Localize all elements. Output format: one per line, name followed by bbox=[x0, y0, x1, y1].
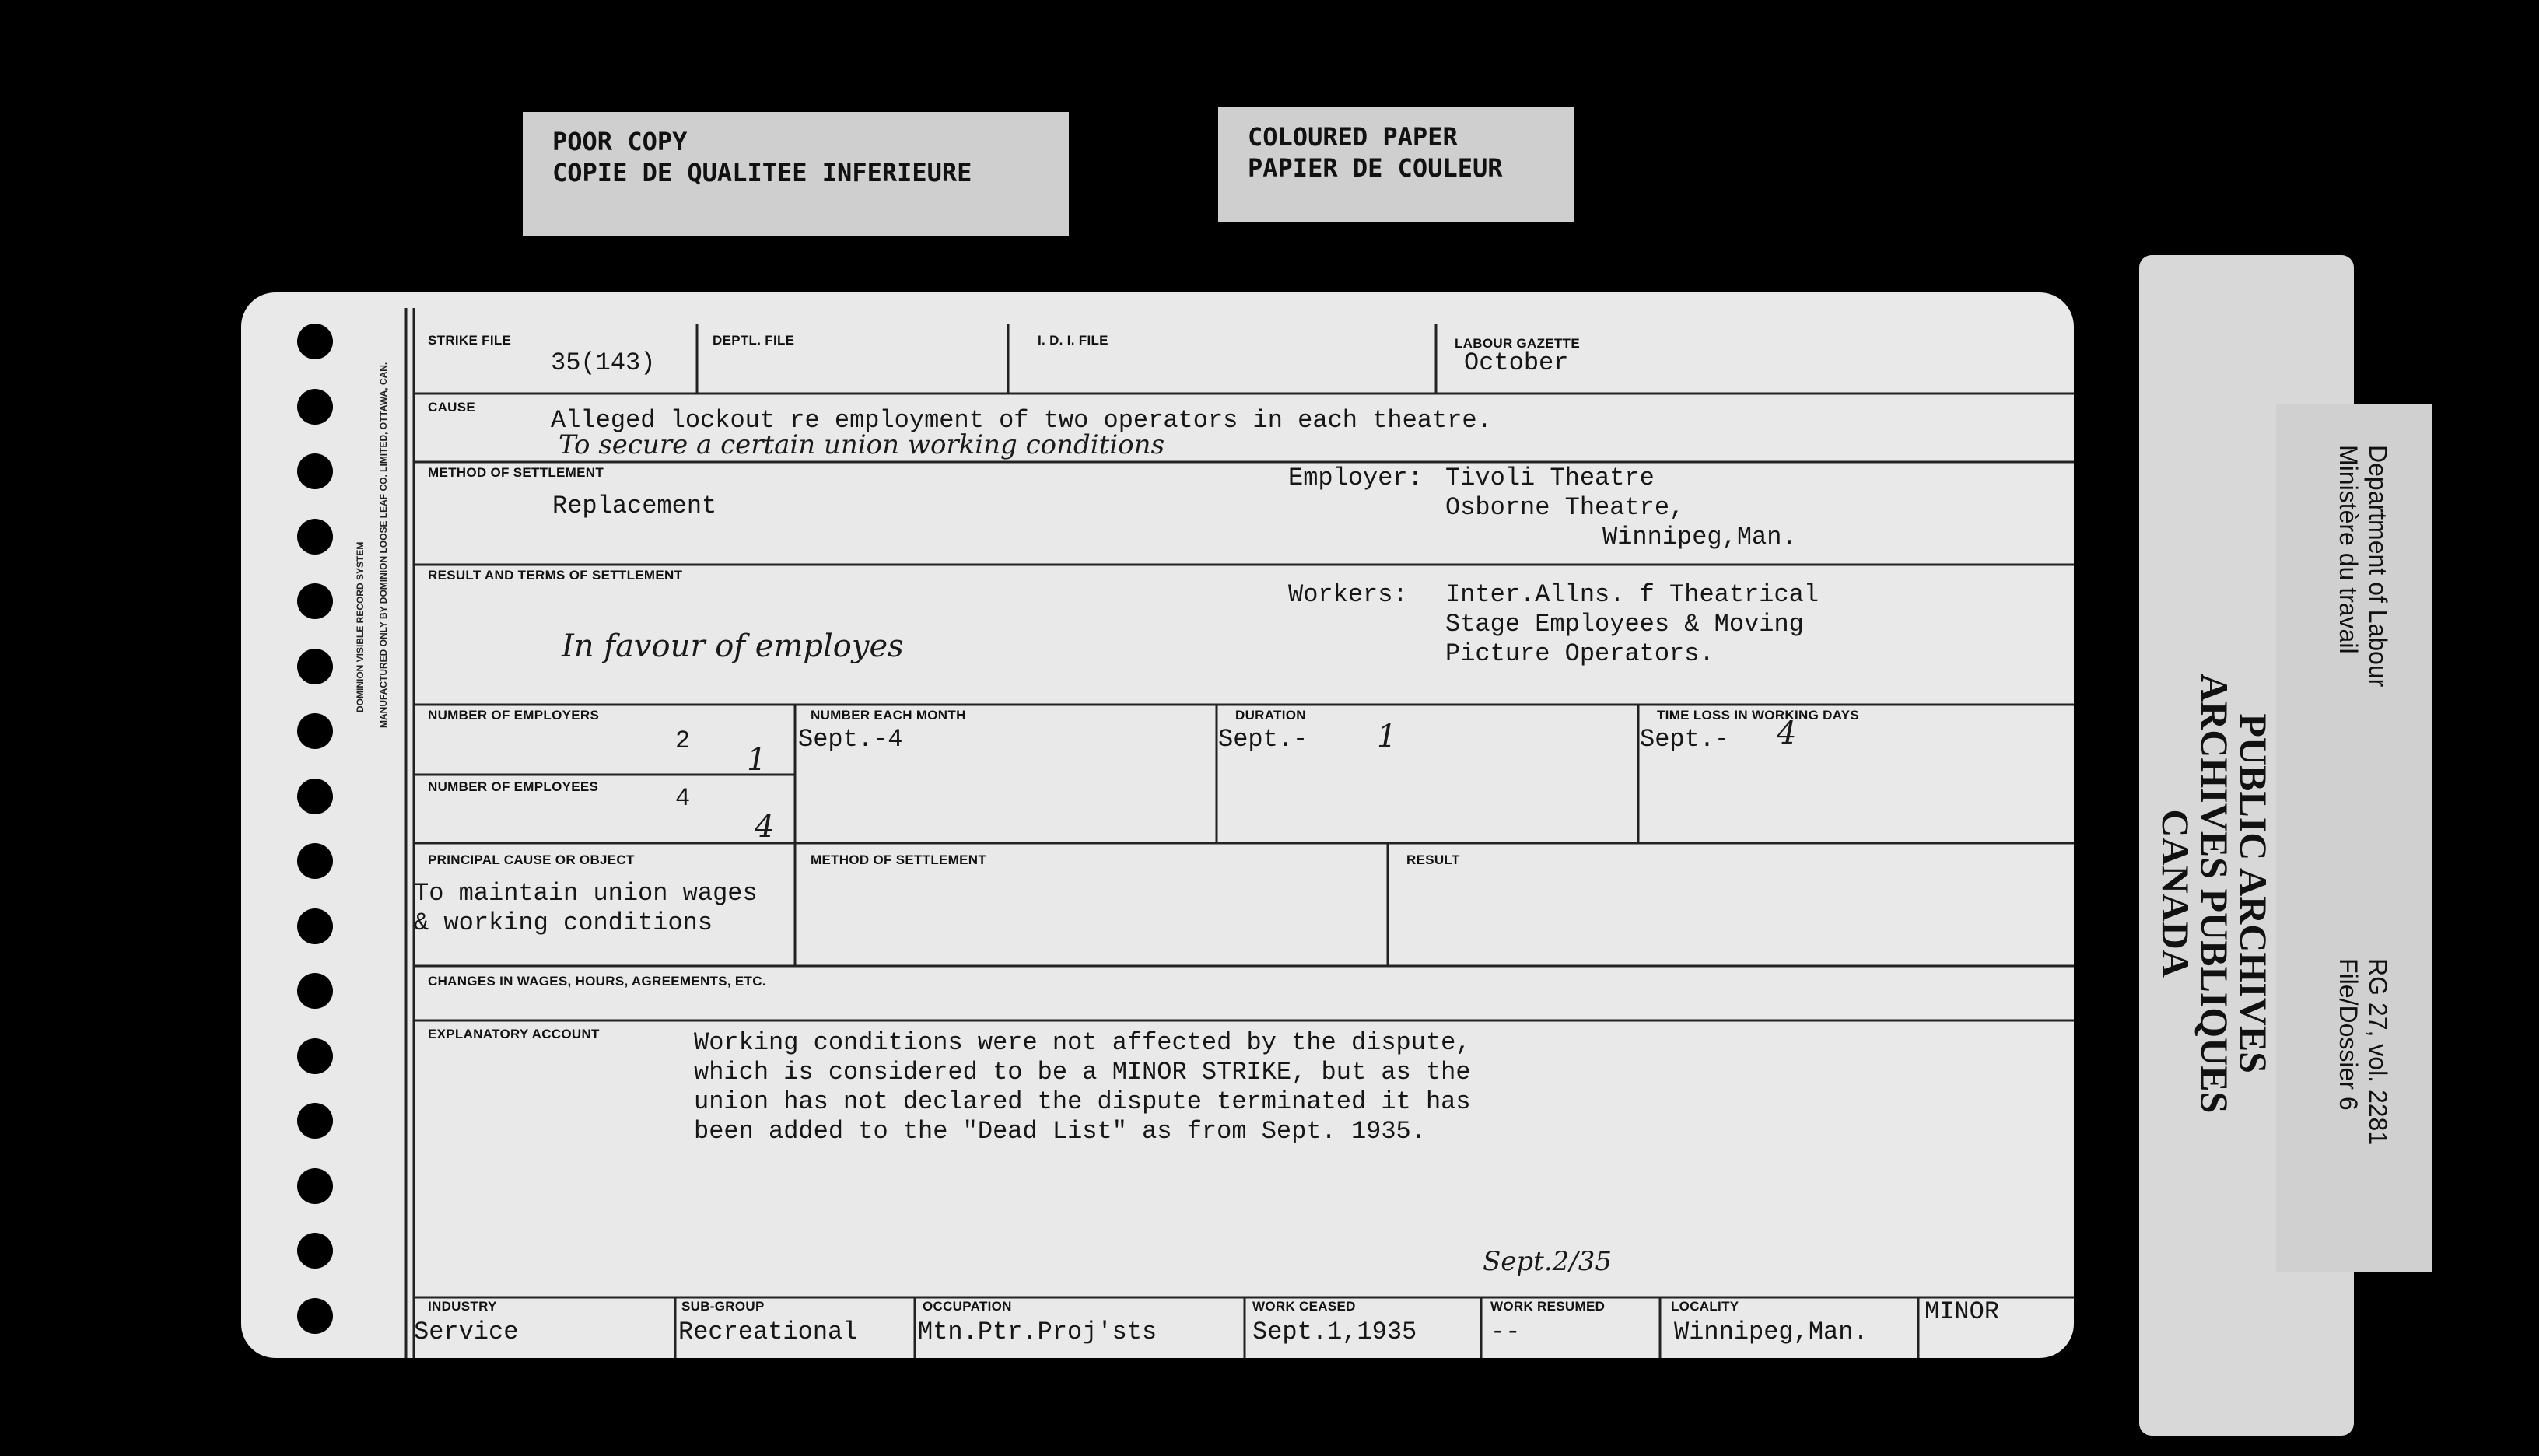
employers-typed: 2 bbox=[675, 726, 691, 755]
employees-handwritten: 4 bbox=[755, 809, 775, 845]
employees-typed: 4 bbox=[675, 784, 691, 813]
record-group-label bbox=[2334, 958, 2393, 1145]
label-occupation: OCCUPATION bbox=[923, 1299, 1012, 1314]
employer-1: Tivoli Theatre bbox=[1445, 464, 1655, 492]
work-resumed-value: -- bbox=[1490, 1318, 1521, 1346]
archive-title-1: PUBLIC ARCHIVES bbox=[2232, 713, 2275, 1073]
label-method-of-settlement-2: METHOD OF SETTLEMENT bbox=[811, 852, 987, 867]
result-handwritten: In favour of employes bbox=[562, 628, 904, 664]
archive-title-2: ARCHIVES PUBLIQUES bbox=[2193, 674, 2236, 1114]
poor-copy-en: POOR COPY bbox=[552, 127, 688, 156]
label-industry: INDUSTRY bbox=[428, 1299, 497, 1314]
locality-value: Winnipeg,Man. bbox=[1674, 1318, 1868, 1346]
principal-cause-1: To maintain union wages bbox=[414, 879, 758, 908]
explanatory-line-4: been added to the "Dead List" as from Sept. 1935. bbox=[694, 1117, 1426, 1146]
label-deptl-file: DEPTL. FILE bbox=[713, 333, 795, 348]
duration-typed: Sept.- bbox=[1218, 725, 1308, 754]
cause-typed: Alleged lockout re employment of two operators in each theatre. bbox=[551, 406, 1492, 435]
employers-handwritten: 1 bbox=[747, 742, 767, 778]
side-imprint-manufacturer: MANUFACTURED ONLY BY DOMINION LOOSE LEAF CO. LIMITED, OTTAWA, CAN. bbox=[378, 362, 389, 728]
side-imprint: DOMINION VISIBLE RECORD SYSTEM bbox=[355, 541, 366, 712]
department-fr: Ministère du travail bbox=[2334, 445, 2362, 654]
label-strike-file: STRIKE FILE bbox=[428, 333, 512, 348]
label-locality: LOCALITY bbox=[1671, 1299, 1739, 1314]
label-explanatory: EXPLANATORY ACCOUNT bbox=[428, 1027, 600, 1041]
label-idi-file: I. D. I. FILE bbox=[1038, 333, 1108, 348]
explanatory-line-2: which is considered to be a MINOR STRIKE, but as the bbox=[694, 1058, 1471, 1087]
label-principal-cause: PRINCIPAL CAUSE OR OBJECT bbox=[428, 852, 635, 867]
labour-gazette-value: October bbox=[1464, 348, 1569, 377]
duration-handwritten: 1 bbox=[1377, 719, 1397, 754]
occupation-value: Mtn.Ptr.Proj'sts bbox=[918, 1318, 1157, 1346]
file-dossier: File/Dossier 6 bbox=[2334, 958, 2362, 1111]
strike-record-card bbox=[241, 292, 2074, 1358]
record-group: RG 27, vol. 2281 bbox=[2364, 958, 2392, 1146]
date-handwritten: Sept.2/35 bbox=[1483, 1246, 1612, 1277]
employer-3: Winnipeg,Man. bbox=[1602, 523, 1797, 551]
label-labour-gazette: LABOUR GAZETTE bbox=[1455, 336, 1580, 351]
sub-group-value: Recreational bbox=[678, 1318, 858, 1346]
label-work-resumed: WORK RESUMED bbox=[1490, 1299, 1606, 1314]
label-method-of-settlement: METHOD OF SETTLEMENT bbox=[428, 465, 604, 480]
archive-title-3: CANADA bbox=[2154, 809, 2198, 978]
work-ceased-value: Sept.1,1935 bbox=[1252, 1318, 1417, 1346]
workers-2: Stage Employees & Moving bbox=[1445, 610, 1804, 639]
time-loss-typed: Sept.- bbox=[1640, 725, 1730, 754]
principal-cause-2: & working conditions bbox=[414, 908, 713, 937]
label-cause: CAUSE bbox=[428, 400, 476, 415]
workers-label: Workers: bbox=[1288, 580, 1408, 609]
number-each-month-value: Sept.-4 bbox=[798, 725, 903, 754]
coloured-paper-stamp bbox=[1218, 107, 1574, 222]
label-number-of-employers: NUMBER OF EMPLOYERS bbox=[428, 708, 600, 723]
employer-label: Employer: bbox=[1288, 464, 1423, 492]
method-settlement-value: Replacement bbox=[552, 492, 717, 520]
cause-handwritten: To secure a certain union working conditions bbox=[559, 429, 1165, 460]
employer-2: Osborne Theatre, bbox=[1445, 493, 1685, 522]
label-duration: DURATION bbox=[1235, 708, 1306, 723]
label-sub-group: SUB-GROUP bbox=[681, 1299, 765, 1314]
department-en: Department of Labour bbox=[2364, 445, 2392, 688]
poor-copy-fr: COPIE DE QUALITEE INFERIEURE bbox=[552, 158, 972, 187]
explanatory-line-1: Working conditions were not affected by the dispute, bbox=[694, 1028, 1471, 1057]
workers-1: Inter.Allns. f Theatrical bbox=[1445, 580, 1819, 609]
industry-value: Service bbox=[414, 1318, 519, 1346]
poor-copy-stamp bbox=[523, 112, 1069, 236]
label-result-terms: RESULT AND TERMS OF SETTLEMENT bbox=[428, 568, 683, 583]
label-work-ceased: WORK CEASED bbox=[1252, 1299, 1356, 1314]
coloured-paper-fr: PAPIER DE COULEUR bbox=[1248, 153, 1503, 183]
label-result: RESULT bbox=[1406, 852, 1460, 867]
label-changes: CHANGES IN WAGES, HOURS, AGREEMENTS, ETC. bbox=[428, 974, 766, 989]
strike-file-value: 35(143) bbox=[551, 348, 656, 377]
time-loss-handwritten: 4 bbox=[1777, 716, 1797, 751]
coloured-paper-en: COLOURED PAPER bbox=[1248, 122, 1458, 152]
minor-value: MINOR bbox=[1924, 1297, 2000, 1326]
workers-3: Picture Operators. bbox=[1445, 639, 1714, 668]
label-time-loss: TIME LOSS IN WORKING DAYS bbox=[1657, 708, 1860, 723]
explanatory-line-3: union has not declared the dispute terminated it has bbox=[694, 1087, 1471, 1116]
label-number-of-employees: NUMBER OF EMPLOYEES bbox=[428, 779, 599, 794]
archive-title bbox=[2156, 674, 2273, 1113]
department-label bbox=[2334, 445, 2393, 687]
label-number-each-month: NUMBER EACH MONTH bbox=[811, 708, 966, 723]
